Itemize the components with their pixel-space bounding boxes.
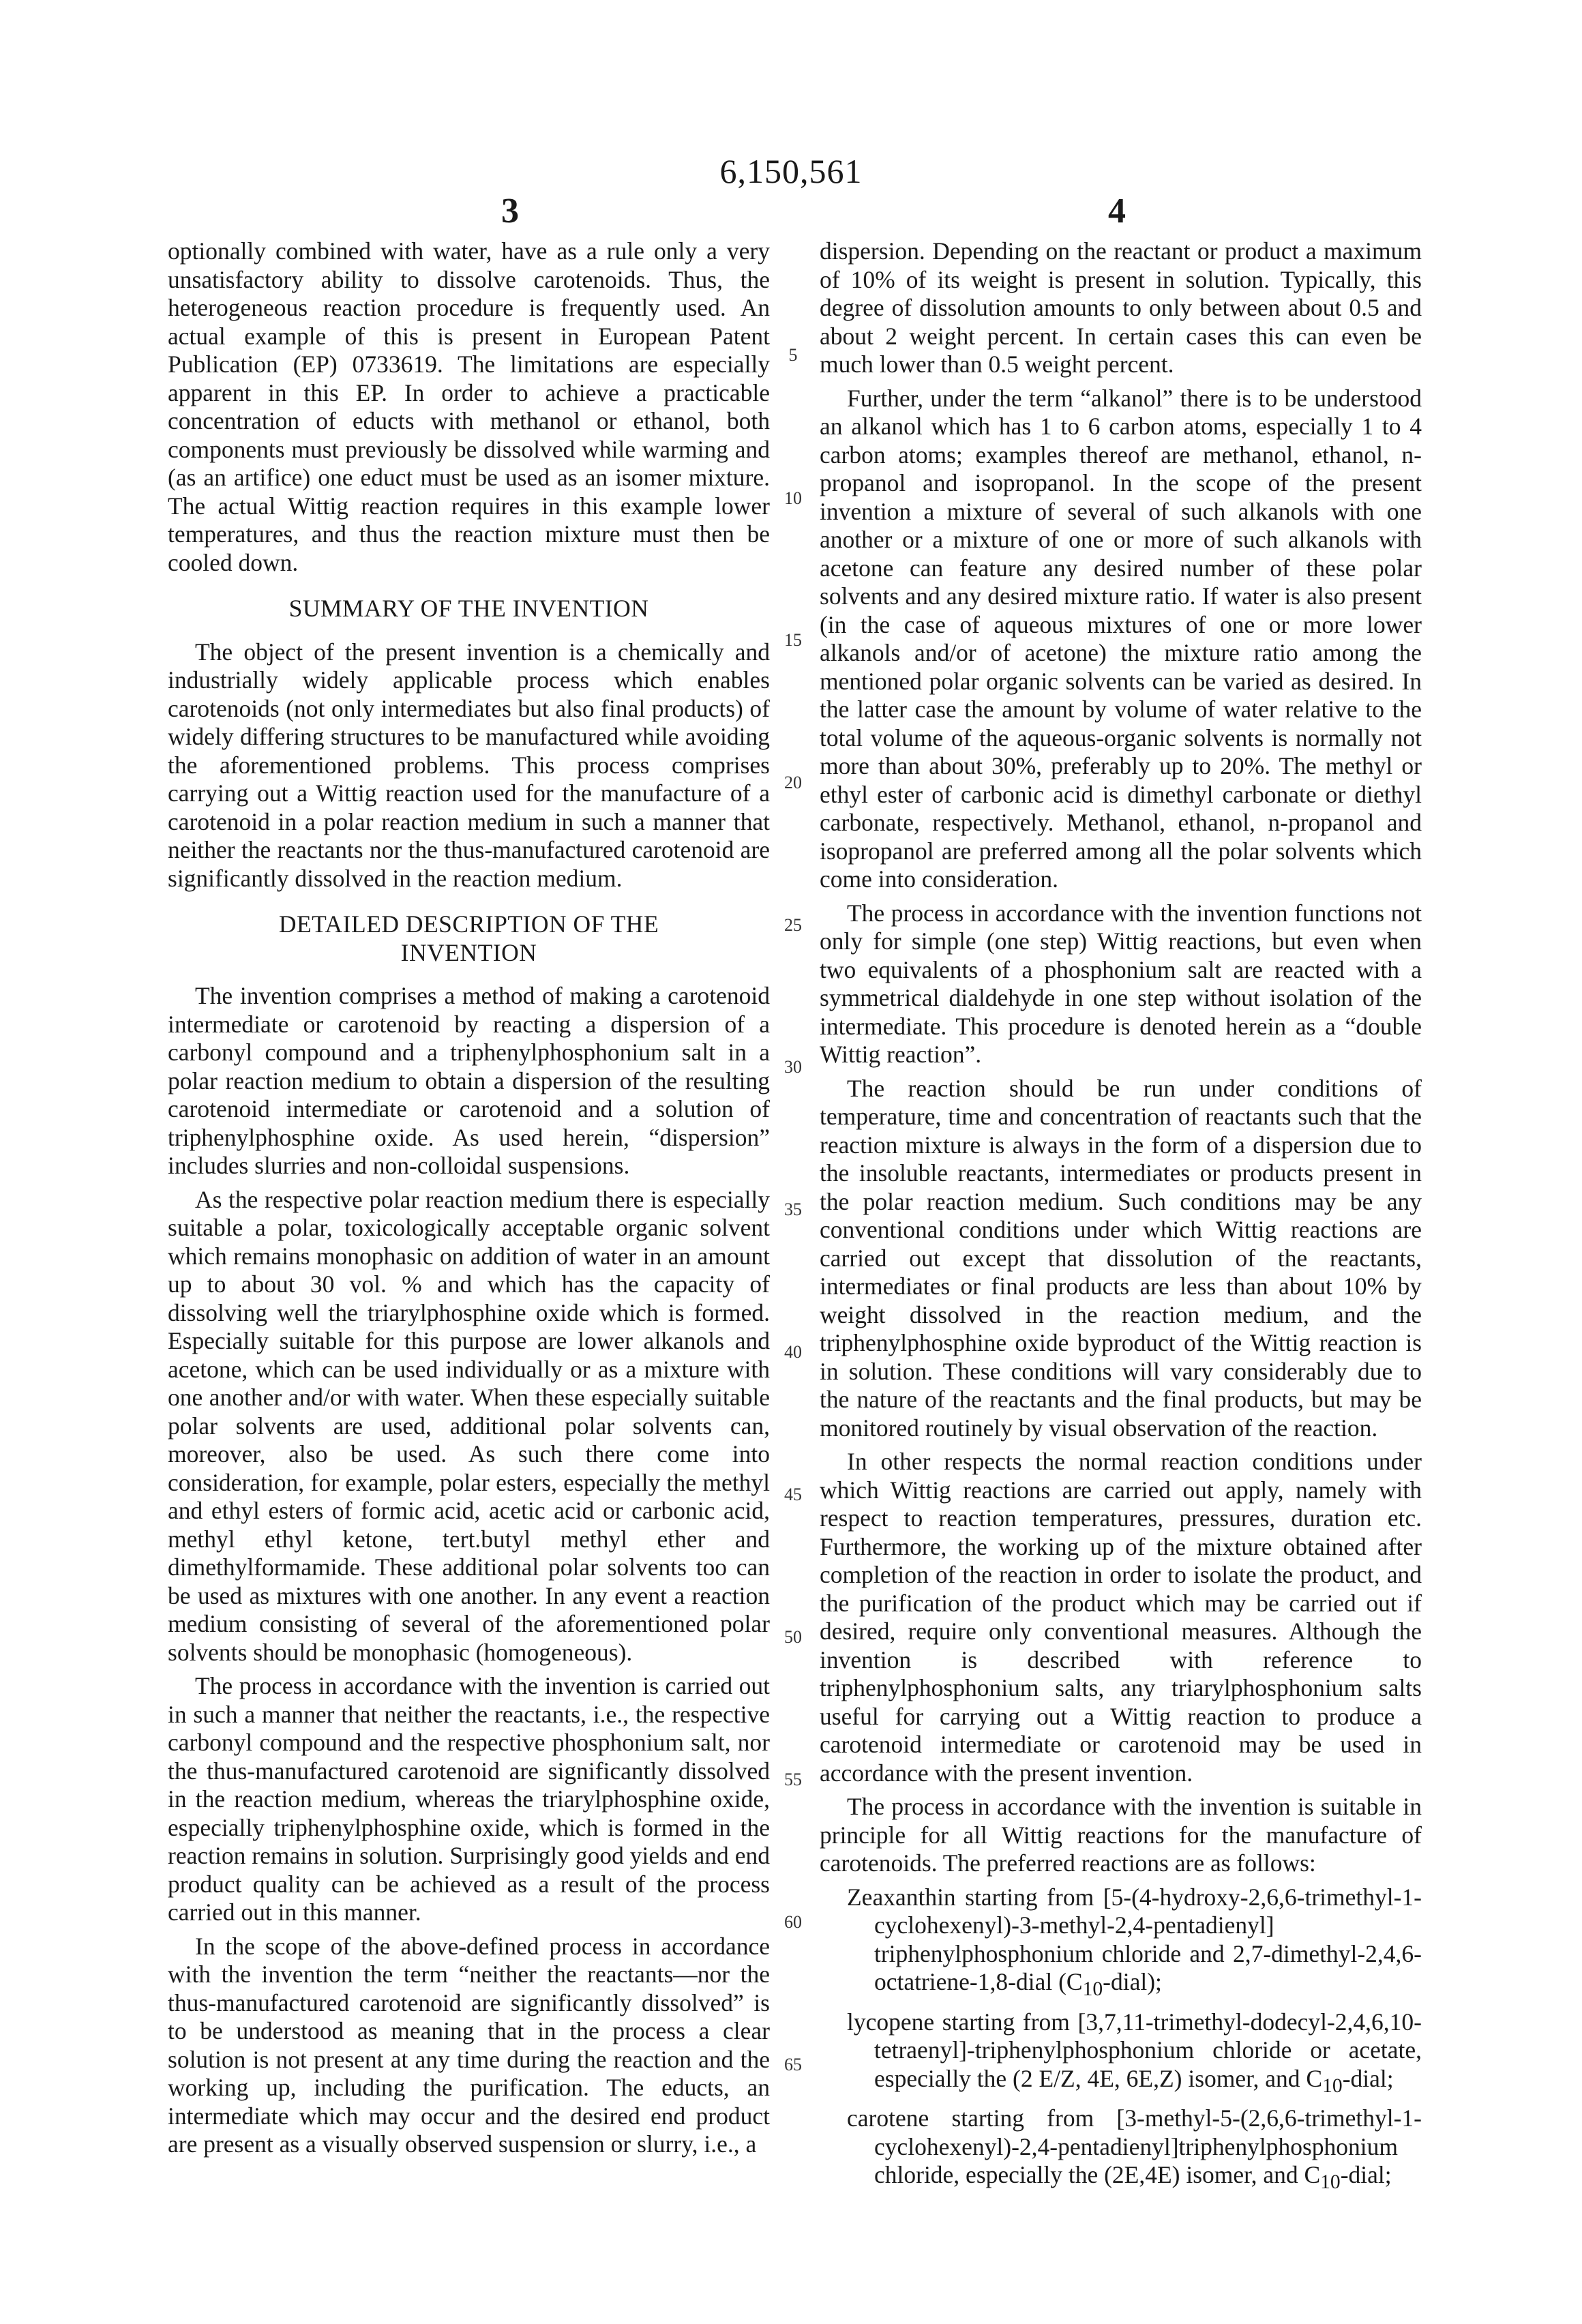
reaction-lycopene: lycopene starting from [3,7,11-trimethyl-dodecyl-2,4,6,10-tetraenyl]-triphenylphosphonium chloride or acetate, especially the (2 E/Z, 4E, 6E,Z) isomer, and C10-dial; <box>847 2008 1422 2101</box>
right-column <box>820 237 1422 2201</box>
line-number: 10 <box>773 488 814 509</box>
paragraph: The reaction should be run under conditions of temperature, time and concentration of reactants such that the reaction mixture is always in the form of a dispersion due to the insoluble reactants, intermediates or products present in the polar reaction medium. Such conditions may be any conventional conditions under which Wittig reactions are carried out except that dissolution of the reactants, intermediates or final products are less than about 10% by weight dissolved in the reaction medium, and the triphenylphosphine oxide byproduct of the Wittig reaction is in solution. These conditions will vary considerably due to the nature of the reactants and the final products, but may be monitored routinely by visual observation of the reaction. <box>820 1075 1422 1443</box>
line-number: 15 <box>773 630 814 651</box>
line-number: 40 <box>773 1342 814 1362</box>
paragraph: The object of the present invention is a chemically and industrially widely applicable process which enables carotenoids (not only intermediates but also final products) of widely differing structures to be manufactured while avoiding the aforementioned problems. This process comprises carrying out a Wittig reaction used for the manufacture of a carotenoid in a polar reaction medium in such a manner that neither the reactants nor the thus-manufactured carotenoid are significantly dissolved in the reaction medium. <box>168 638 770 893</box>
patent-number: 6,150,561 <box>0 151 1582 191</box>
paragraph: The process in accordance with the invention is carried out in such a manner that neither the reactants, i.e., the respective carbonyl compound and the respective phosphonium salt, nor the thus-manufactured carotenoid are significantly dissolved in the reaction medium, whereas the triarylphosphine oxide, especially triphenylphosphine oxide, which is formed in the reaction remains in solution. Surprisingly good yields and end product quality can be achieved as a result of the process carried out in this manner. <box>168 1672 770 1927</box>
line-number: 65 <box>773 2055 814 2075</box>
line-number: 30 <box>773 1057 814 1077</box>
paragraph: The invention comprises a method of making a carotenoid intermediate or carotenoid by reacting a dispersion of a carbonyl compound and a triphenylphosphonium salt in a polar reaction medium to obtain a dispersion of the resulting carotenoid intermediate or carotenoid and a solution of triphenylphosphine oxide. As used herein, “dispersion” includes slurries and non-colloidal suspensions. <box>168 982 770 1180</box>
section-heading-detailed: DETAILED DESCRIPTION OF THE INVENTION <box>168 910 770 967</box>
paragraph: Further, under the term “alkanol” there is to be understood an alkanol which has 1 to 6 carbon atoms, especially 1 to 4 carbon atoms; examples thereof are methanol, ethanol, n-propanol and isopropanol. In the scope of the present invention a mixture of several of such alkanols with one another or a mixture of one or more of such alkanols with acetone can feature any desired number of these polar solvents and any desired mixture ratio. If water is also present (in the case of aqueous mixtures of one or more lower alkanols and/or of acetone) the mixture ratio among the mentioned polar organic solvents can be varied as desired. In the latter case the amount by volume of water relative to the total volume of the aqueous-organic solvents is normally not more than about 30%, preferably up to 20%. The methyl or ethyl ester of carbonic acid is dimethyl carbonate or diethyl carbonate, respectively. Methanol, ethanol, n-propanol and isopropanol are preferred among all the polar solvents which come into consideration. <box>820 385 1422 894</box>
paragraph: As the respective polar reaction medium there is especially suitable a polar, toxicologically acceptable organic solvent which remains monophasic on addition of water in an amount up to about 30 vol. % and which has the capacity of dissolving well the triarylphosphine oxide which is formed. Especially suitable for this purpose are lower alkanols and acetone, which can be used individually or as a mixture with one another and/or with water. When these especially suitable polar solvents are used, additional polar solvents can, moreover, also be used. As such there come into consideration, for example, polar esters, especially the methyl and ethyl esters of formic acid, acetic acid or carbonic acid, methyl ethyl ketone, tert.butyl methyl ether and dimethylformamide. These additional polar solvents too can be used as mixtures with one another. In any event a reaction medium consisting of several of the aforementioned polar solvents should be monophasic (homogeneous). <box>168 1186 770 1667</box>
line-number: 35 <box>773 1200 814 1220</box>
column-number-left: 3 <box>501 191 519 231</box>
reaction-carotene: carotene starting from [3-methyl-5-(2,6,6-trimethyl-1-cyclohexenyl)-2,4-pentadienyl]triphenylphosphonium chloride, especially the (2E,4E) isomer, and C10-dial; <box>847 2104 1422 2197</box>
paragraph: In the scope of the above-defined process in accordance with the invention the term “neither the reactants—nor the thus-manufactured carotenoid are significantly dissolved” is to be understood as meaning that in the process a clear solution is not present at any time during the reaction and the working up, including the purification. The educts, an intermediate which may occur and the desired end product are present as a visually observed suspension or slurry, i.e., a <box>168 1933 770 2159</box>
column-number-right: 4 <box>1108 191 1126 231</box>
line-number: 45 <box>773 1485 814 1505</box>
section-heading-summary: SUMMARY OF THE INVENTION <box>168 595 770 623</box>
line-number: 60 <box>773 1912 814 1933</box>
paragraph: The process in accordance with the invention is suitable in principle for all Wittig reactions for the manufacture of carotenoids. The preferred reactions are as follows: <box>820 1793 1422 1878</box>
paragraph: The process in accordance with the invention functions not only for simple (one step) Wittig reactions, but even when two equivalents of a phosphonium salt are reacted with a symmetrical dialdehyde in one step without isolation of the intermediate. This procedure is denoted herein as a “double Wittig reaction”. <box>820 899 1422 1069</box>
line-number: 5 <box>773 345 814 366</box>
reaction-zeaxanthin: Zeaxanthin starting from [5-(4-hydroxy-2,6,6-trimethyl-1-cyclohexenyl)-3-methyl-2,4-pentadienyl] triphenylphosphonium chloride and 2,7-dimethyl-2,4,6-octatriene-1,8-dial (C10-dial); <box>847 1883 1422 2004</box>
line-number: 50 <box>773 1627 814 1648</box>
line-number: 25 <box>773 915 814 936</box>
line-number: 55 <box>773 1770 814 1790</box>
paragraph: optionally combined with water, have as a rule only a very unsatisfactory ability to dissolve carotenoids. Thus, the heterogeneous reaction procedure is frequently used. An actual example of this is present in European Patent Publication (EP) 0733619. The limitations are especially apparent in this EP. In order to achieve a practicable concentration of educts with methanol or ethanol, both components must previously be dissolved while warming and (as an artifice) one educt must be used as an isomer mixture. The actual Wittig reaction requires in this example lower temperatures, and thus the reaction mixture must then be cooled down. <box>168 237 770 577</box>
patent-page <box>0 0 1582 2324</box>
left-column <box>168 237 770 2164</box>
paragraph: In other respects the normal reaction conditions under which Wittig reactions are carried out apply, namely with respect to reaction temperatures, pressures, duration etc. Furthermore, the working up of the mixture obtained after completion of the reaction in order to isolate the product, and the purification of the product which may be carried out if desired, require only conventional measures. Although the invention is described with reference to triphenylphosphonium salts, any triarylphosphonium salts useful for carrying out a Wittig reaction to produce a carotenoid intermediate or carotenoid may be used in accordance with the present invention. <box>820 1448 1422 1787</box>
paragraph: dispersion. Depending on the reactant or product a maximum of 10% of its weight is present in solution. Typically, this degree of dissolution amounts to only between about 0.5 and about 2 weight percent. In certain cases this can even be much lower than 0.5 weight percent. <box>820 237 1422 379</box>
line-number: 20 <box>773 773 814 793</box>
